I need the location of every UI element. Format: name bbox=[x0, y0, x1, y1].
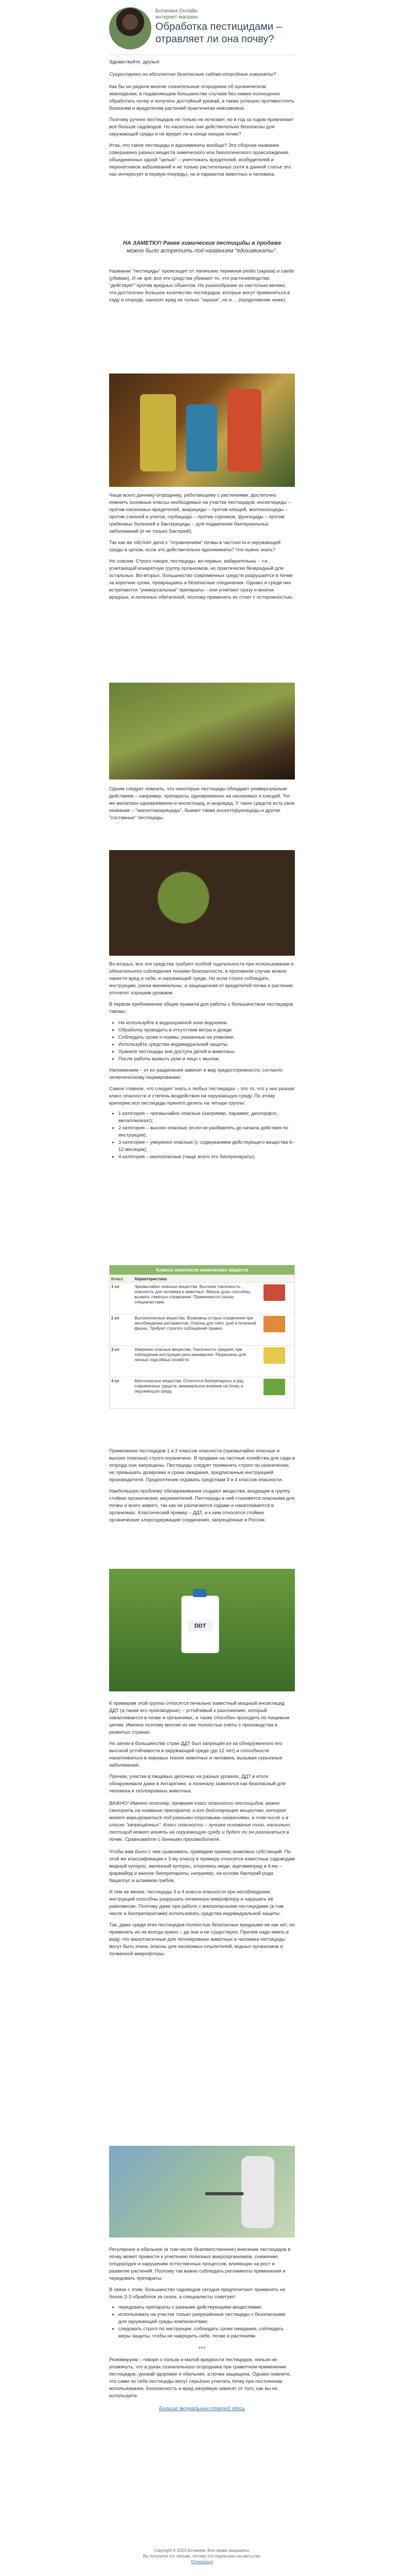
paragraph-2: Поэтому ручное пестицидов не только не исчезает, но и год за годом привлекает всё больше садоводов. Но насколько они действительно безопасны для окружающей среды и не вредят ли в конце концов почве? bbox=[109, 117, 293, 137]
sprayer-worker-image bbox=[241, 2156, 274, 2228]
table-header-cell bbox=[262, 1275, 294, 1282]
list-item: • После работы вымыть руки и лицо с мылом. bbox=[118, 1056, 295, 1063]
table-row bbox=[110, 1314, 294, 1345]
table-cell-desc: Умеренно опасные вещества. Токсичность средняя; при соблюдении инструкции риск минимален. Разрешены для личных подсобных хозяйств. bbox=[134, 1347, 246, 1362]
list-item: • Не используйте в водоохранной зоне водоемов. bbox=[118, 1020, 295, 1027]
paragraph-6: Так как же обстоит дело с "отравлением" почвы в частности и окружающей среды в целом, если это действительно ядохимикаты? Что нужно знать? bbox=[109, 540, 281, 553]
table-cell-class: 2 кл bbox=[111, 1316, 119, 1320]
article-photo-ddt bbox=[109, 1569, 295, 1691]
more-articles-link[interactable]: Больше актуальных статей здесь bbox=[159, 2406, 245, 2412]
table-cell-desc: Малоопасные вещества. Относятся биопрепараты и ряд современных средств; минимальное влияние на почву и окружающую среду. bbox=[134, 1379, 244, 1394]
brand-line-2: интернет-магазин bbox=[155, 14, 198, 20]
table-header-cell: Класс bbox=[111, 1277, 124, 1281]
unsubscribe-link[interactable]: Отписаться bbox=[190, 2560, 214, 2564]
section-divider: *** bbox=[198, 2345, 206, 2352]
rules-list bbox=[109, 1020, 295, 1063]
paragraph-12: Самое главное, что следует знать о любых пестицидах – это то, что у них разная класс опасности и степень воздействия на окружающую среду. По этому критерию все пестициды принято делить на четыре группы: bbox=[109, 1086, 294, 1106]
sprayer-bottle-image bbox=[227, 389, 261, 471]
table-cell-class: 1 кл bbox=[111, 1284, 119, 1289]
paragraph-21: Регулярное и обильное (в том числе безответственное) внесение пестицидов в почву может привести к угнетению полезных микроорганизмов, снижению плодородия и нарушению естественных процессов, влияющих на рост и развитие растений. Поэтому так важно соблюдать регламенты применения и чередовать препараты. bbox=[109, 2247, 291, 2281]
paragraph-23: Резюмируем – говоря о пользе и малой вредности пестицидов, нельзя не упомянуть, что в руках сознательного огородника при грамотном применении пестицидов, урожай здоровее и обильнее, а почва защищена. Однако помните, что сами по себе пестициды могут серьёзно угнетать почву при постоянном использовании. Безопасность и вред напрямую зависят от того, как вы их используете. bbox=[109, 2357, 291, 2399]
copyright: Copyright © 2023 Ботаника. Все права защищены. bbox=[154, 2548, 250, 2553]
article-photo-bottles bbox=[109, 374, 295, 487]
table-header-row bbox=[110, 1275, 294, 1282]
paragraph-7: Не совсем. Строго говоря, пестициды, во-первых, избирательны – т.е., угнетающий конкретную группу организмов, но практически безвредный для остальных. Во-вторых, большинство современных средств разрушается в почве за короткие сроки, превращаясь в безопасные соединения. Однако и среди них встречаются "универсальные" препараты – они угнетают сразу и многих вредных, и полезных обитателей, поэтому применять их стоит с осторожностью. bbox=[109, 558, 293, 600]
paragraph-3: Итак, что такое пестициды и ядохимикаты вообще? Это сборное название совершенно разных веществ химического или биологического происхождения, объединенных одной "целью" – уничтожать вредителей, возбудителей и переносчиков заболеваний и не только растительных (хотя в данной статье это нас интересует в первую очередь), но и паразитов животных и человека. bbox=[109, 143, 291, 177]
paragraph-15: К примерам этой группы относятся печально известный мощный инсектицид ДДТ (а также его производные) – устойчивый к разложению, который накапливается в почве и организмах, а также способен проходить по пищевым цепям. Именно поэтому многие из них полностью сняты с производства в развитых странах. bbox=[109, 1701, 290, 1735]
note-block bbox=[109, 240, 295, 255]
hazard-swatch bbox=[264, 1316, 285, 1332]
sprayer-bottle-image bbox=[186, 404, 217, 471]
email-body bbox=[109, 5, 295, 2564]
ddt-canister-image bbox=[181, 1596, 219, 1653]
table-cell-desc: Чрезвычайно опасные вещества. Высокая токсичность, опасность для человека и животных. Малые дозы способны вызвать тяжёлые отравления. Применяются только специалистами. bbox=[134, 1284, 251, 1304]
list-item: • 4 категория – малоопасные (чаще всего это биопрепараты). bbox=[118, 1154, 295, 1161]
hazard-swatch bbox=[264, 1284, 285, 1301]
subscription-note: Вы получили это письмо, потому что подписаны на рассылку. bbox=[143, 2554, 261, 2558]
paragraph-18: Чтобы вам было с чем сравнивать, приведем пример знакомых субстанций. По этой же классификации к 3-му классу в примеру относятся известные садоводам медный купорос, железный купорос, хлорокись меди, ацетамиприд и 4-му – фармайод и многие биопрепараты, например, на основе бактерий рода бациллус и штаммов грибов. bbox=[109, 1849, 295, 1884]
warning-paragraph: ВАЖНО! Именно поэтому, проверяя класс опасности пестицидов, важно смотреть на название препарата, а его действующее вещество, которое может варьироваться под разными торговыми названиями, в том числе и в списке "запрещённых". Класс опасности – лучшее основание того, насколько пестицид может влиять на окружающую среду и будет ли он разлагаться в почве. Сравнивайте с данными производителя. bbox=[109, 1801, 290, 1842]
more-articles-text bbox=[109, 2406, 295, 2412]
paragraph-8: Одним следует помнить, что некоторые пестициды обладают универсальным действием – например, препараты, одновременно на насекомых и клещей. Тот же малатион одновременно и инсектицид, и акарицид. У таких средств есть свое название – "инсектоакарициды", бывает также инсектофунгициды и другие "составные" пестициды. bbox=[109, 786, 295, 821]
paragraph-11: Напоминаем – от их разделения зависит и вид предосторожности, согласно гигиеническому нормированию: bbox=[109, 1067, 283, 1080]
newsletter-title: Обработка пестицидами – отравляет ли она почву? bbox=[155, 21, 282, 45]
brand-line-1: Ботаника Онлайн bbox=[155, 8, 198, 14]
list-item: • Используйте средства индивидуальной защиты. bbox=[118, 1041, 295, 1048]
table-row bbox=[110, 1377, 294, 1408]
sprayer-bottle-image bbox=[140, 394, 176, 471]
table-cell-class: 3 кл bbox=[111, 1347, 119, 1352]
list-item: • 3 категория – умеренно опасные (с содержанием действующего вещества 6–12 месяцев); bbox=[118, 1139, 295, 1154]
paragraph-16: Но затем в большинстве стран ДДТ был запрещён из-за обнаруженного его высокой устойчивости в окружающей среде (до 12 лет) и способности накапливаться в жировых тканях животных и человека, вызывая серьезные заболевания. bbox=[109, 1741, 283, 1768]
list-item: • использовать на участке только разрешённые пестициды с безопасными для окружающей среды компонентами; bbox=[118, 2311, 295, 2326]
note-line-2: можно было встретить под названием "ядохимикаты". bbox=[127, 248, 277, 254]
hazard-swatch bbox=[264, 1347, 285, 1364]
paragraph-14: Наибольшую проблему обезвреживания создают вещества, входящие в группу стойких органических загрязнителей. Пестициды в ней становятся опасными для почвы и всего живого, так как не разлагаются годами и накапливаются в организмах. Классический пример – ДДТ, и к ним относятся стойкие органические хлорсодержащие соединения, запрещённые в России. bbox=[109, 1488, 295, 1523]
list-item: • 2 категория – высоко опасные (если не разбавлять до начала действия по инструкции); bbox=[118, 1125, 295, 1139]
paragraph-13: Применение пестицидов 1 и 2 классов опасности (чрезвычайно опасные и высоко опасные) строго ограничено. В продаже на частные хозяйства для сада и огорода они запрещены. Пестициды следует применять строго по назначению, не превышать дозировки и сроки ожидания, предписанные инструкцией производителя. Предпочтение отдавать средствам 3 и 4 классов опасности. bbox=[109, 1448, 295, 1483]
list-item: • Храните пестициды вне доступа детей и животных. bbox=[118, 1048, 295, 1056]
note-line-1: НА ЗАМЕТКУ! Ранее химические пестициды в продаже bbox=[122, 240, 282, 246]
intro-question: Существуют ли абсолютно безопасные садово-огородные химикаты? bbox=[109, 72, 276, 77]
paragraph-19: И тем не менее, пестициды 3 и 4 класса опасности при несоблюдении инструкций способны разрушать почвенную микрофлору и нарушать её равновесие. Поэтому даже при работе с малоопасными пестицидами (в том числе и биопрепаратами) использовать средства индивидуальной защиты. bbox=[109, 1889, 284, 1917]
ddt-label: DDT bbox=[188, 1621, 213, 1631]
paragraph-22: В связи с этим, большинство садоводов сегодня предпочитают применять не более 2-3 обработок за сезон, а специалисты советуют: bbox=[109, 2287, 286, 2300]
paragraph-5: Чаще всего дачнику-огороднику, работающему с растениями, достаточно помнить основные классы необходимых на участке пестицидов: инсектициды – против насекомых-вредителей, акарициды – против клещей, моллюскоциды – против слизней и улиток, гербициды – против сорняков, фунгициды – против грибковых болезней и бактерициды – для подавления бактериальных заболеваний (и не только бактерий). bbox=[109, 493, 291, 534]
table-cell-image bbox=[262, 1377, 294, 1408]
paragraph-9: Во-вторых, все эти средства требуют особой тщательности при использовании и обязательного соблюдения техники безопасности, в противном случае можно нанести вред и себе, и окружающей среде. Но если строго соблюдать инструкцию, риски минимальны, а защищенная от вредителей почва и растения отплатят хорошим урожаем. bbox=[109, 961, 294, 996]
list-item: • 1 категория – чрезвычайно опасные (например, паракват, дихлорфос, металлилизат); bbox=[118, 1110, 295, 1125]
list-item: • Соблюдать сроки и нормы, указанные на упаковке. bbox=[118, 1034, 295, 1041]
tips-list bbox=[109, 2304, 295, 2340]
list-item: • чередовать препараты с разными действующими веществами; bbox=[118, 2304, 295, 2311]
article-photo-spraying bbox=[109, 683, 295, 779]
article-photo-field bbox=[109, 2146, 295, 2238]
table-cell-image bbox=[262, 1283, 294, 1314]
paragraph-17: Причем, участки в пищевых цепочках на разных уровнях, ДДТ в итоге обнаруживали даже в Антарктике, а поначалу заявлялся как безопасный для человека и теплокровных животных. bbox=[109, 1774, 286, 1794]
table-cell-image bbox=[262, 1346, 294, 1377]
paragraph-4: Название "пестициды" происходит от латинских терминов pestis (зараза) и caedo (убиваю). И не зря: все эти средства убивают то, что растениеводство "действует" против вредных объектов. Но разнообразие их настолько велико, что достаточно большое количество пестицидов, которые могут применяться в саду и огороде, наносят вред не только "зараза", но и ... (продолжение ниже). bbox=[109, 268, 294, 303]
paragraph-1: Как бы ни рядили многие сознательные огородники об органическом земледелии, в подавляющем большинстве случаев без химии полноценно обработать почву и получить достойный урожай, а также успешно противостоять болезням и вредителям растений практически невозможно. bbox=[109, 84, 294, 111]
paragraph-10: В первом приближении общие правила для работы с большинством пестицидов таковы: bbox=[109, 1002, 293, 1014]
table-header-cell: Характеристика bbox=[134, 1277, 167, 1281]
table-title: Классы опасности химических веществ bbox=[110, 1265, 294, 1275]
list-item: • Обработку проводить в отсутствие ветра и дождя. bbox=[118, 1027, 295, 1034]
greeting: Здравствуйте, друзья! bbox=[109, 59, 160, 65]
paragraph-20: Так, даже среди этих пестицидов полностью безопасных вредными не как нет, но применять их не всегда нужно – да они и не существуют. Причём надо иметь в виду, что малотоксичные для теплокровных животных и человека пестициды могут быть очень опасны для насекомых-опылителей, водных организмов и почвенной микрофлоры. bbox=[109, 1922, 295, 1957]
table-cell-image bbox=[262, 1314, 294, 1345]
classes-list bbox=[109, 1110, 295, 1161]
table-row bbox=[110, 1345, 294, 1377]
table-cell-class: 4 кл bbox=[111, 1379, 119, 1383]
table-row bbox=[110, 1282, 294, 1314]
article-photo-plant bbox=[109, 850, 295, 956]
email-footer bbox=[109, 2548, 295, 2565]
canister-cap bbox=[193, 1589, 206, 1597]
list-item: • следовать строго по инструкции, соблюдать сроки ожидания, соблюдать меры защиты, чтобы не навредить себе, почве и растениям. bbox=[118, 2326, 295, 2340]
hazard-classes-table bbox=[109, 1265, 295, 1409]
hazard-swatch bbox=[264, 1379, 285, 1395]
brand-logo bbox=[109, 7, 151, 49]
table-cell-desc: Высокоопасные вещества. Возможны острые отравления при несоблюдении регламентов. Опасны для пчёл, рыб и полезной фауны. Требуют строгого соблюдения правил. bbox=[134, 1316, 256, 1331]
brand-name bbox=[155, 8, 198, 21]
email-header bbox=[109, 5, 295, 55]
